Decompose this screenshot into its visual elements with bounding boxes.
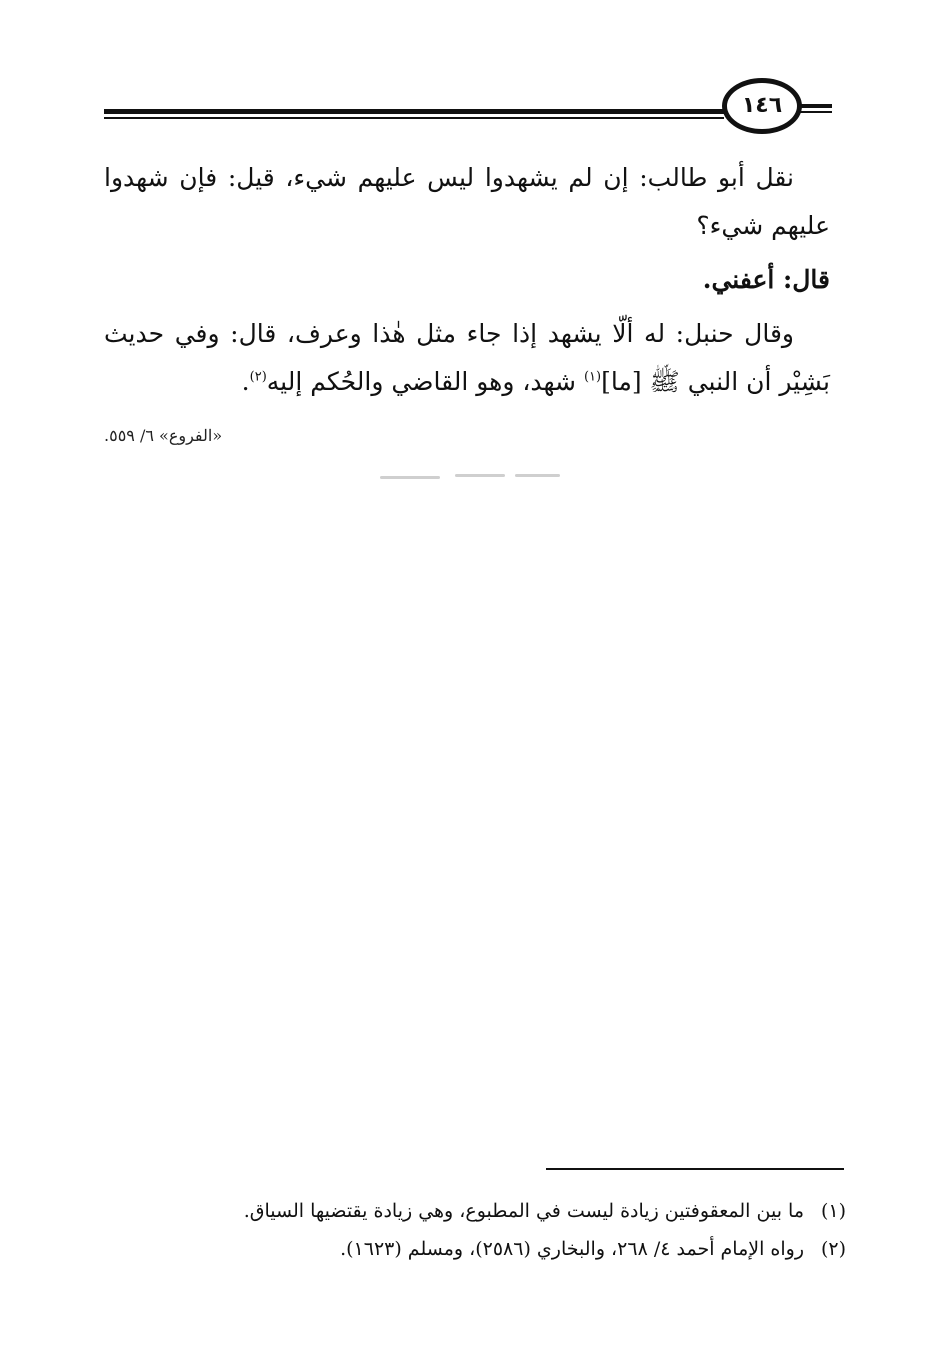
paragraph-3-line-1: وقال حنبل: له ألّا يشهد إذا جاء مثل هٰذا وعرف، قال: وفي حديث xyxy=(104,319,794,348)
paragraph-1-line-1: نقل أبو طالب: إن لم يشهدوا ليس عليهم شيء، قيل: فإن شهدوا xyxy=(104,163,794,192)
header-rule-tail xyxy=(800,104,832,114)
footnote-1-number: (١) xyxy=(820,1200,846,1222)
paragraph-1 xyxy=(104,154,830,250)
footnote-2-number: (٢) xyxy=(820,1238,846,1260)
page-number: ١٤٦ xyxy=(741,93,783,118)
paragraph-1-line-2: عليهم شيء؟ xyxy=(696,211,830,240)
scan-smudge xyxy=(455,474,505,477)
paragraph-3-line-2-b: شهد، وهو القاضي والحُكم إليه xyxy=(266,367,584,396)
header-tail-thin xyxy=(800,111,832,113)
scan-smudge xyxy=(515,474,560,477)
footnote-2 xyxy=(150,1230,846,1268)
scan-smudge xyxy=(380,476,440,479)
footnote-1-text: ما بين المعقوفتين زيادة ليست في المطبوع، وهي زيادة يقتضيها السياق. xyxy=(243,1200,804,1222)
footnotes xyxy=(150,1192,846,1268)
footnote-1 xyxy=(150,1192,846,1230)
source-citation: «الفروع» ٦/ ٥٥٩. xyxy=(104,426,223,445)
header-rule-thin xyxy=(104,117,724,119)
paragraph-3-line-2-a: بَشِيْر أن النبي ﷺ [ما] xyxy=(601,367,830,396)
footnote-separator xyxy=(546,1168,844,1170)
header-rule xyxy=(104,109,724,119)
footnote-ref-1[interactable]: (١) xyxy=(583,369,602,385)
header-rule-thick xyxy=(104,109,724,114)
header-tail-thick xyxy=(800,104,832,108)
paragraph-3 xyxy=(104,310,830,406)
paragraph-2: قال: أعفني. xyxy=(702,265,830,294)
footnote-2-text: رواه الإمام أحمد ٤/ ٢٦٨، والبخاري (٢٥٨٦)، ومسلم (١٦٢٣). xyxy=(340,1238,804,1260)
paragraph-3-end: . xyxy=(241,367,250,396)
page-number-badge xyxy=(722,78,802,134)
paragraph-3-line-2 xyxy=(104,358,830,406)
footnote-ref-2[interactable]: (٢) xyxy=(249,369,267,385)
